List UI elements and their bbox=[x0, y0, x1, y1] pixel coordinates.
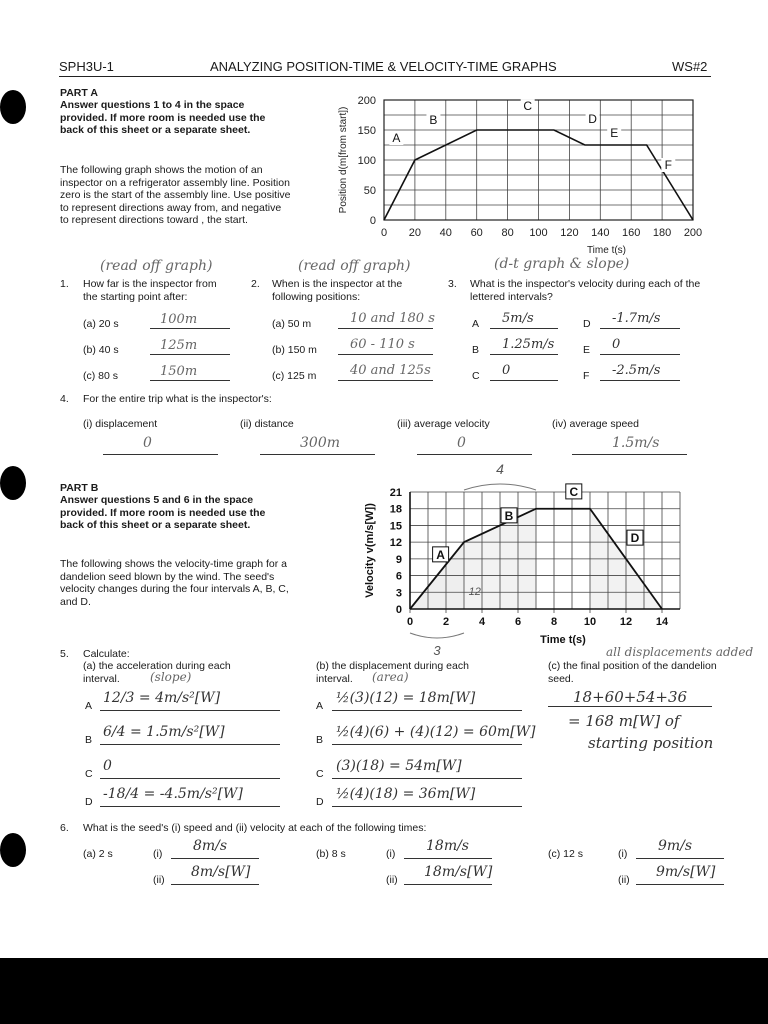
q3-item-label: E bbox=[583, 344, 591, 356]
q1-answer-line bbox=[150, 380, 230, 381]
q5a-answer: 0 bbox=[103, 758, 112, 774]
q1-answer: 150m bbox=[160, 364, 198, 379]
q2-text: When is the inspector at the following positions: bbox=[272, 278, 403, 303]
q1-item-label: (a) 20 s bbox=[83, 318, 119, 330]
q5b-label: (b) the displacement during each interval. bbox=[316, 660, 469, 685]
q3-answer-line bbox=[490, 380, 558, 381]
x-tick-label: 8 bbox=[550, 616, 558, 628]
q6-group-label: (c) 12 s bbox=[548, 848, 584, 860]
q3-item-label: A bbox=[472, 318, 480, 330]
q3-answer: 0 bbox=[612, 337, 621, 352]
q1-answer: 125m bbox=[160, 338, 198, 353]
part-a-heading: PART A bbox=[60, 87, 98, 99]
q3-answer-line bbox=[600, 328, 680, 329]
q1-item-label: (c) 80 s bbox=[83, 370, 119, 382]
segment-label-D: D bbox=[630, 531, 640, 546]
q5b-row-label: B bbox=[316, 734, 324, 746]
q5b-answer: ½(4)(18) = 36m[W] bbox=[336, 786, 476, 802]
q5c-line-3: starting position bbox=[588, 734, 714, 752]
q3-answer: -2.5m/s bbox=[612, 363, 661, 378]
q5c-note: all displacements added bbox=[606, 645, 754, 659]
q5b-note: (area) bbox=[372, 670, 409, 684]
part-b-instructions: Answer questions 5 and 6 in the space provided. If more room is needed use the back of this sheet or a separate sheet. bbox=[60, 494, 266, 531]
q5b-row-label: D bbox=[316, 796, 324, 808]
x-tick-label: 120 bbox=[560, 227, 579, 239]
x-tick-label: 80 bbox=[501, 227, 514, 239]
q6-ii-answer: 18m/s[W] bbox=[424, 864, 493, 880]
velocity-time-graph bbox=[355, 460, 685, 658]
q4-text: For the entire trip what is the inspector's: bbox=[83, 393, 272, 405]
q5a-answer: 12/3 = 4m/s²[W] bbox=[103, 690, 221, 706]
y-tick-label: 50 bbox=[363, 185, 376, 197]
worksheet-number: WS#2 bbox=[672, 59, 708, 74]
y-tick-label: 200 bbox=[357, 95, 376, 107]
q1-answer: 100m bbox=[160, 312, 198, 327]
scan-footer-band bbox=[0, 958, 768, 1024]
q3-number: 3. bbox=[448, 278, 457, 290]
x-axis-label: Time t(s) bbox=[586, 245, 627, 256]
x-tick-label: 20 bbox=[408, 227, 422, 239]
q6-i-answer: 18m/s bbox=[426, 838, 469, 854]
part-b-heading: PART B bbox=[60, 482, 99, 494]
y-tick-label: 100 bbox=[357, 155, 376, 167]
q6-ii-label: (ii) bbox=[386, 874, 398, 886]
x-tick-label: 200 bbox=[683, 227, 703, 239]
q2-number: 2. bbox=[251, 278, 260, 290]
q6-i-line bbox=[636, 858, 724, 859]
binder-hole-bottom bbox=[0, 833, 26, 867]
header-rule bbox=[59, 76, 711, 77]
q4-item-label: (ii) distance bbox=[240, 418, 294, 430]
q5b-answer: ½(3)(12) = 18m[W] bbox=[336, 690, 476, 706]
q5a-row-label: D bbox=[85, 796, 93, 808]
q4-answer: 0 bbox=[143, 435, 152, 451]
y-tick-label: 9 bbox=[395, 553, 402, 566]
note-read-off-graph-2: (read off graph) bbox=[298, 258, 411, 274]
q3-answer-line bbox=[490, 328, 558, 329]
q5c-underline-1 bbox=[548, 706, 712, 707]
q2-item-label: (c) 125 m bbox=[272, 370, 317, 382]
q5a-row-label: B bbox=[85, 734, 93, 746]
q2-item-label: (b) 150 m bbox=[272, 344, 317, 356]
q3-answer-line bbox=[600, 380, 680, 381]
part-a-instructions: Answer questions 1 to 4 in the space provided. If more room is needed use the back of this sheet or a separate sheet. bbox=[60, 99, 266, 136]
q5-text: Calculate: bbox=[83, 648, 130, 660]
q6-ii-answer: 9m/s[W] bbox=[656, 864, 716, 880]
q5b-answer-line bbox=[332, 710, 522, 711]
q3-answer: -1.7m/s bbox=[612, 311, 661, 326]
y-tick-label: 18 bbox=[389, 503, 402, 516]
q6-i-line bbox=[171, 858, 259, 859]
q2-answer: 40 and 125s bbox=[350, 363, 431, 378]
course-code: SPH3U-1 bbox=[59, 59, 114, 74]
y-tick-label: 150 bbox=[357, 125, 376, 137]
segment-label-F: F bbox=[664, 158, 672, 172]
q6-number: 6. bbox=[60, 822, 69, 834]
note-dt-graph-slope: (d-t graph & slope) bbox=[494, 256, 630, 272]
q5b-answer-line bbox=[332, 806, 522, 807]
y-tick-label: 0 bbox=[369, 215, 376, 227]
q1-answer-line bbox=[150, 354, 230, 355]
q6-ii-label: (ii) bbox=[153, 874, 165, 886]
x-tick-label: 0 bbox=[380, 227, 388, 239]
x-tick-label: 4 bbox=[478, 616, 486, 628]
q6-ii-line bbox=[636, 884, 724, 885]
q3-item-label: B bbox=[472, 344, 480, 356]
x-tick-label: 40 bbox=[439, 227, 452, 239]
q1-number: 1. bbox=[60, 278, 69, 290]
q2-answer-line bbox=[338, 354, 433, 355]
q3-item-label: D bbox=[583, 318, 591, 330]
q5b-answer-line bbox=[332, 744, 522, 745]
q2-answer-line bbox=[338, 380, 433, 381]
q5b-row-label: C bbox=[316, 768, 324, 780]
q4-answer-line bbox=[572, 454, 687, 455]
handwritten-brace-top bbox=[464, 484, 536, 490]
binder-hole-middle bbox=[0, 466, 26, 500]
q5a-answer-line bbox=[100, 806, 280, 807]
x-tick-label: 100 bbox=[529, 227, 548, 239]
handwritten-mark-top: 4 bbox=[496, 461, 504, 477]
q4-answer: 300m bbox=[300, 435, 340, 451]
y-tick-label: 0 bbox=[395, 604, 402, 616]
segment-label-A: A bbox=[392, 131, 401, 145]
q2-answer: 10 and 180 s bbox=[350, 311, 435, 326]
q1-answer-line bbox=[150, 328, 230, 329]
q2-item-label: (a) 50 m bbox=[272, 318, 312, 330]
y-tick-label: 21 bbox=[389, 487, 402, 499]
q5b-answer: ½(4)(6) + (4)(12) = 60m[W] bbox=[336, 724, 536, 740]
handwritten-mark-side: 12 bbox=[468, 586, 481, 599]
q6-ii-line bbox=[404, 884, 492, 885]
q2-answer-line bbox=[338, 328, 433, 329]
part-b-description: The following shows the velocity-time graph for a dandelion seed blown by the wind. The seed's velocity changes during the four intervals A, B, C, and D. bbox=[60, 558, 289, 608]
q5a-row-label: C bbox=[85, 768, 93, 780]
segment-label-C: C bbox=[523, 99, 533, 114]
q6-i-answer: 8m/s bbox=[193, 838, 228, 854]
x-tick-label: 180 bbox=[652, 227, 672, 239]
q5a-answer: -18/4 = -4.5m/s²[W] bbox=[103, 786, 243, 802]
q5b-row-label: A bbox=[316, 700, 324, 712]
y-tick-label: 12 bbox=[389, 537, 402, 550]
y-axis-label: Velocity v(m/s[W]) bbox=[364, 503, 376, 598]
x-tick-label: 0 bbox=[406, 616, 414, 628]
q5c-line-2: = 168 m[W] of bbox=[568, 712, 680, 730]
handwritten-brace-bottom bbox=[410, 633, 464, 638]
q6-i-answer: 9m/s bbox=[658, 838, 693, 854]
x-tick-label: 2 bbox=[442, 616, 450, 628]
q5a-answer: 6/4 = 1.5m/s²[W] bbox=[103, 724, 225, 740]
q5a-answer-line bbox=[100, 710, 280, 711]
q6-i-label: (i) bbox=[618, 848, 628, 860]
q3-item-label: F bbox=[583, 370, 590, 382]
q3-item-label: C bbox=[472, 370, 480, 382]
y-tick-label: 3 bbox=[395, 587, 402, 600]
q5a-note: (slope) bbox=[150, 670, 192, 684]
q4-item-label: (iv) average speed bbox=[552, 418, 639, 430]
handwritten-mark-bottom: 3 bbox=[433, 643, 441, 658]
q5a-row-label: A bbox=[85, 700, 93, 712]
q6-group-label: (b) 8 s bbox=[316, 848, 346, 860]
q5-number: 5. bbox=[60, 648, 69, 660]
q6-group-label: (a) 2 s bbox=[83, 848, 113, 860]
q5a-answer-line bbox=[100, 778, 280, 779]
q6-ii-answer: 8m/s[W] bbox=[191, 864, 251, 880]
q5c-label: (c) the final position of the dandelion seed. bbox=[548, 660, 717, 685]
q4-answer-line bbox=[417, 454, 532, 455]
x-axis-label: Time t(s) bbox=[540, 634, 586, 646]
x-tick-label: 160 bbox=[622, 227, 641, 239]
q3-text: What is the inspector's velocity during each of the lettered intervals? bbox=[470, 278, 701, 303]
q6-i-line bbox=[404, 858, 492, 859]
q4-item-label: (iii) average velocity bbox=[397, 418, 490, 430]
y-axis-label: Position d(m[from start]) bbox=[338, 106, 349, 214]
x-tick-label: 140 bbox=[591, 227, 610, 239]
position-time-graph bbox=[330, 85, 710, 260]
q4-answer-line bbox=[103, 454, 218, 455]
segment-label-B: B bbox=[504, 508, 514, 523]
q2-answer: 60 - 110 s bbox=[350, 337, 415, 352]
q4-answer-line bbox=[260, 454, 375, 455]
q4-answer: 0 bbox=[457, 435, 466, 451]
q5c-line-1: 18+60+54+36 bbox=[573, 688, 688, 706]
worksheet-title: ANALYZING POSITION-TIME & VELOCITY-TIME GRAPHS bbox=[210, 59, 557, 74]
segment-label-B: B bbox=[429, 113, 438, 127]
q6-ii-label: (ii) bbox=[618, 874, 630, 886]
q6-text: What is the seed's (i) speed and (ii) velocity at each of the following times: bbox=[83, 822, 427, 834]
q5a-answer-line bbox=[100, 744, 280, 745]
q5a-label: (a) the acceleration during each interval. bbox=[83, 660, 231, 685]
y-tick-label: 6 bbox=[395, 570, 402, 583]
q4-item-label: (i) displacement bbox=[83, 418, 158, 430]
q3-answer: 0 bbox=[502, 363, 511, 378]
q1-text: How far is the inspector from the starting point after: bbox=[83, 278, 217, 303]
x-tick-label: 6 bbox=[514, 616, 522, 628]
y-tick-label: 15 bbox=[389, 520, 402, 533]
q3-answer-line bbox=[600, 354, 680, 355]
q1-item-label: (b) 40 s bbox=[83, 344, 119, 356]
x-tick-label: 12 bbox=[619, 616, 633, 628]
part-a-description: The following graph shows the motion of an inspector on a refrigerator assembly line. Position zero is the start of the assembly line. Use positive to represent directions away from, and negative to represent directions toward , the start. bbox=[60, 164, 291, 226]
q4-number: 4. bbox=[60, 393, 69, 405]
segment-label-A: A bbox=[436, 547, 445, 562]
note-read-off-graph-1: (read off graph) bbox=[100, 258, 213, 274]
q3-answer: 1.25m/s bbox=[502, 337, 555, 352]
x-tick-label: 14 bbox=[655, 616, 669, 628]
q5b-answer-line bbox=[332, 778, 522, 779]
x-tick-label: 60 bbox=[470, 227, 483, 239]
binder-hole-top bbox=[0, 90, 26, 124]
segment-label-D: D bbox=[588, 111, 597, 126]
q5b-answer: (3)(18) = 54m[W] bbox=[336, 758, 462, 774]
q6-ii-line bbox=[171, 884, 259, 885]
q6-i-label: (i) bbox=[386, 848, 396, 860]
segment-label-C: C bbox=[569, 484, 579, 499]
q3-answer-line bbox=[490, 354, 558, 355]
q4-answer: 1.5m/s bbox=[612, 435, 660, 451]
q6-i-label: (i) bbox=[153, 848, 163, 860]
x-tick-label: 10 bbox=[583, 616, 597, 628]
q3-answer: 5m/s bbox=[502, 311, 534, 326]
segment-label-E: E bbox=[610, 126, 619, 141]
